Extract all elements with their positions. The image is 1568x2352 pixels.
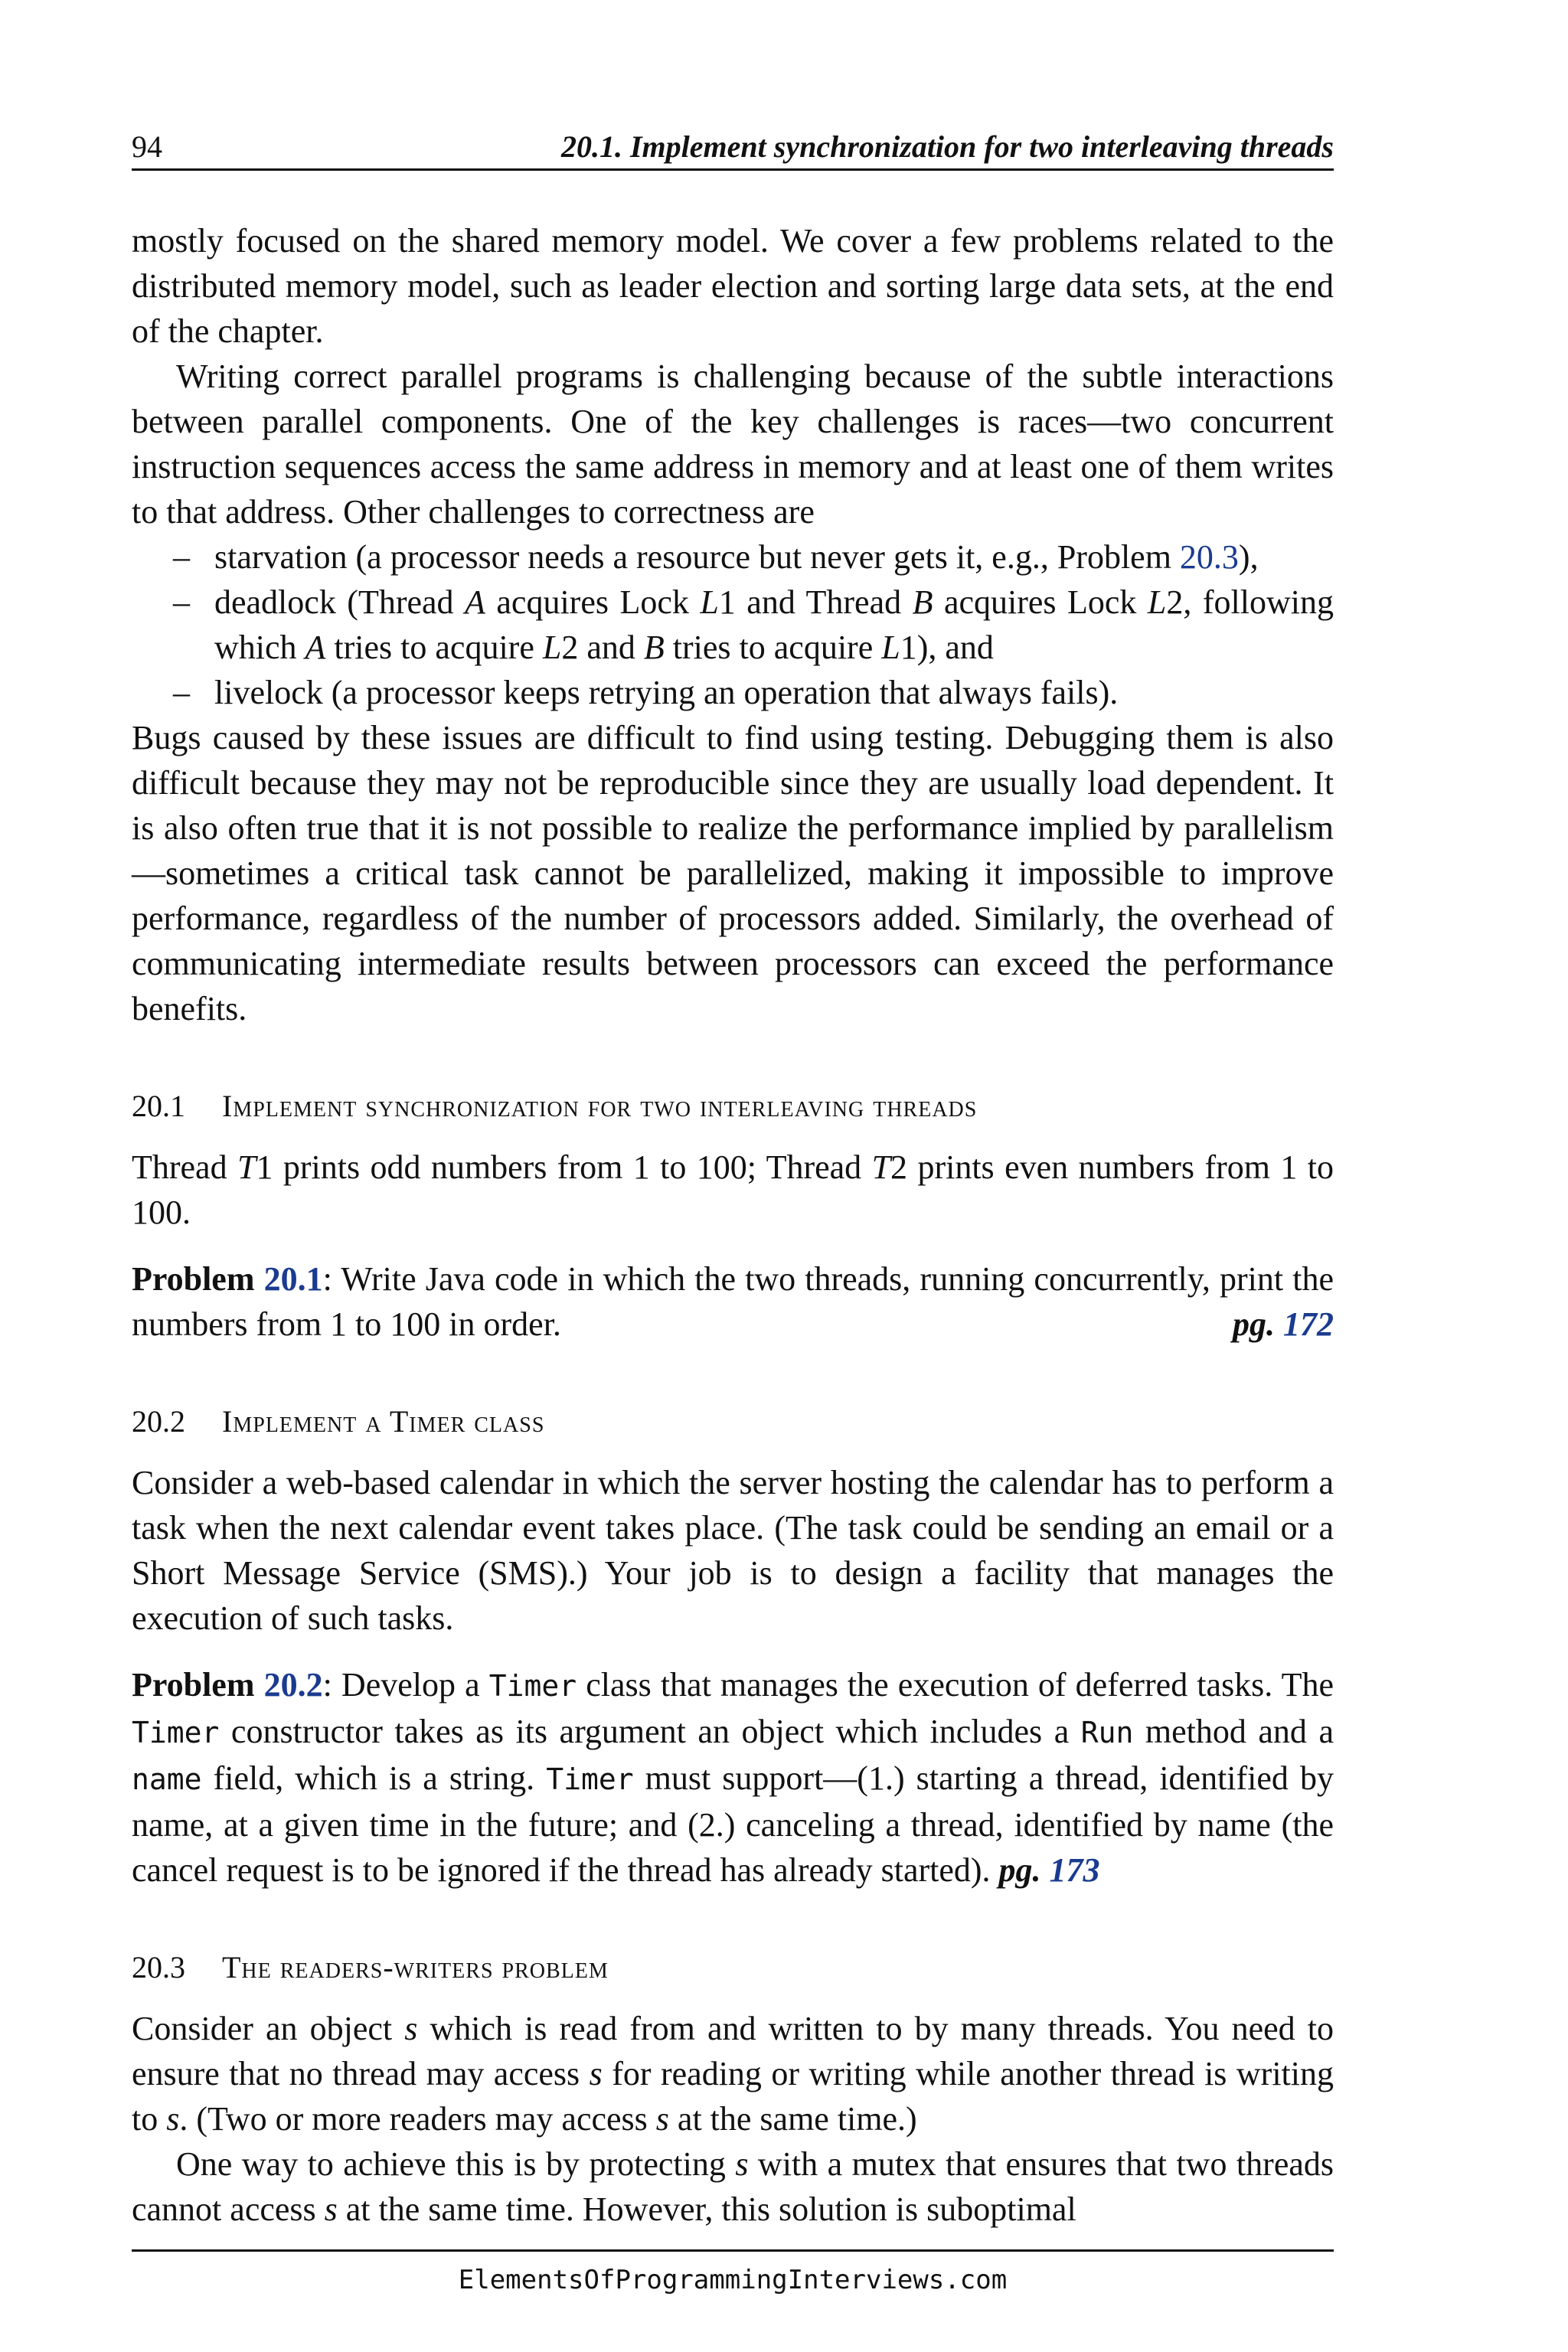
section-heading-20-3: 20.3 The readers-writers problem [132, 1950, 609, 1984]
intro-paragraph-3: Bugs caused by these issues are difficult to find using testing. Debugging them is also difficult because they may not be reproducible since they are usually load dependent. It is also often true that it is not possible to realize the performance implied by parallelism—sometimes a critical task cannot be parallelized, making it impossible to improve performance, regardless of the number of processors added. Similarly, the overhead of communicating intermediate results between processors can exceed the performance benefits. [132, 719, 1334, 1027]
problem-20-1: Problem 20.1: Write Java code in which the two threads, running concurrently, print the numbers from 1 to 100 in order. pg. 172 [132, 1256, 1334, 1347]
solution-page-link-172[interactable]: pg. 172 [1233, 1305, 1334, 1343]
code-timer: Timer [546, 1762, 634, 1796]
intro-paragraph-2: Writing correct parallel programs is challenging because of the subtle interactions between parallel components. One of the key challenges is races—two concurrent instruction sequences access the same address in memory and at least one of them writes to that address. Other challenges to correctness are [132, 358, 1334, 531]
section-heading-20-1: 20.1 Implement synchronization for two interleaving threads [132, 1089, 978, 1123]
list-item-starvation: – starvation (a processor needs a resource but never gets it, e.g., Problem 20.3), [214, 534, 1334, 580]
problem-ref-20-1[interactable]: 20.1 [263, 1260, 323, 1298]
problem-20-2: Problem 20.2: Develop a Timer class that manages the execution of deferred tasks. The Timer constructor takes as its argument an object which includes a Run method and a name field, which is a string. Timer must support—(1.) starting a thread, identified by name, at a given time in the future; and (2.) canceling a thread, identified by name (the cancel request is to be ignored if the thread has already started). pg. 173 [132, 1666, 1334, 1889]
footer-site-url[interactable]: ElementsOfProgrammingInterviews.com [458, 2265, 1008, 2295]
code-name: name [132, 1762, 202, 1796]
section-20-3-paragraph-2: One way to achieve this is by protecting s with a mutex that ensures that two threads cannot access s at the same time. However, this solution is suboptimal [132, 2145, 1334, 2228]
page-header [132, 126, 1334, 171]
code-run: Run [1080, 1716, 1134, 1749]
page-body [132, 218, 1334, 2232]
code-timer: Timer [488, 1669, 577, 1703]
section-20-2-text: Consider a web-based calendar in which the server hosting the calendar has to perform a task when the next calendar event takes place. (The task could be sending an email or a Short Message Service (SMS).) Your job is to design a facility that manages the execution of such tasks. [132, 1464, 1334, 1637]
code-timer: Timer [132, 1716, 220, 1749]
problem-ref-20-2[interactable]: 20.2 [263, 1666, 323, 1704]
section-heading-20-2: 20.2 Implement a Timer class [132, 1404, 545, 1439]
page-footer [132, 2249, 1334, 2298]
intro-paragraph-1: mostly focused on the shared memory model. We cover a few problems related to the distributed memory model, such as leader election and sorting large data sets, at the end of the chapter. [132, 222, 1334, 350]
problem-link-20-3[interactable]: 20.3 [1179, 538, 1239, 576]
section-20-3-paragraph-1: Consider an object s which is read from and written to by many threads. You need to ensure that no thread may access s for reading or writing while another thread is writing to s. (Two or more readers may access s at the same time.) [132, 2010, 1334, 2138]
list-item-deadlock: – deadlock (Thread A acquires Lock L1 and Thread B acquires Lock L2, following which A tries to acquire L2 and B tries to acquire L1), and [214, 580, 1334, 670]
list-item-livelock: – livelock (a processor keeps retrying an operation that always fails). [214, 670, 1334, 715]
book-page [132, 0, 1334, 2352]
solution-page-link-173[interactable]: pg. 173 [998, 1851, 1100, 1889]
running-head: 20.1. Implement synchronization for two interleaving threads [560, 129, 1334, 164]
section-20-1-text: Thread T1 prints odd numbers from 1 to 100; Thread T2 prints even numbers from 1 to 100. [132, 1148, 1334, 1231]
challenges-list [132, 534, 1334, 715]
page-number: 94 [132, 129, 162, 164]
